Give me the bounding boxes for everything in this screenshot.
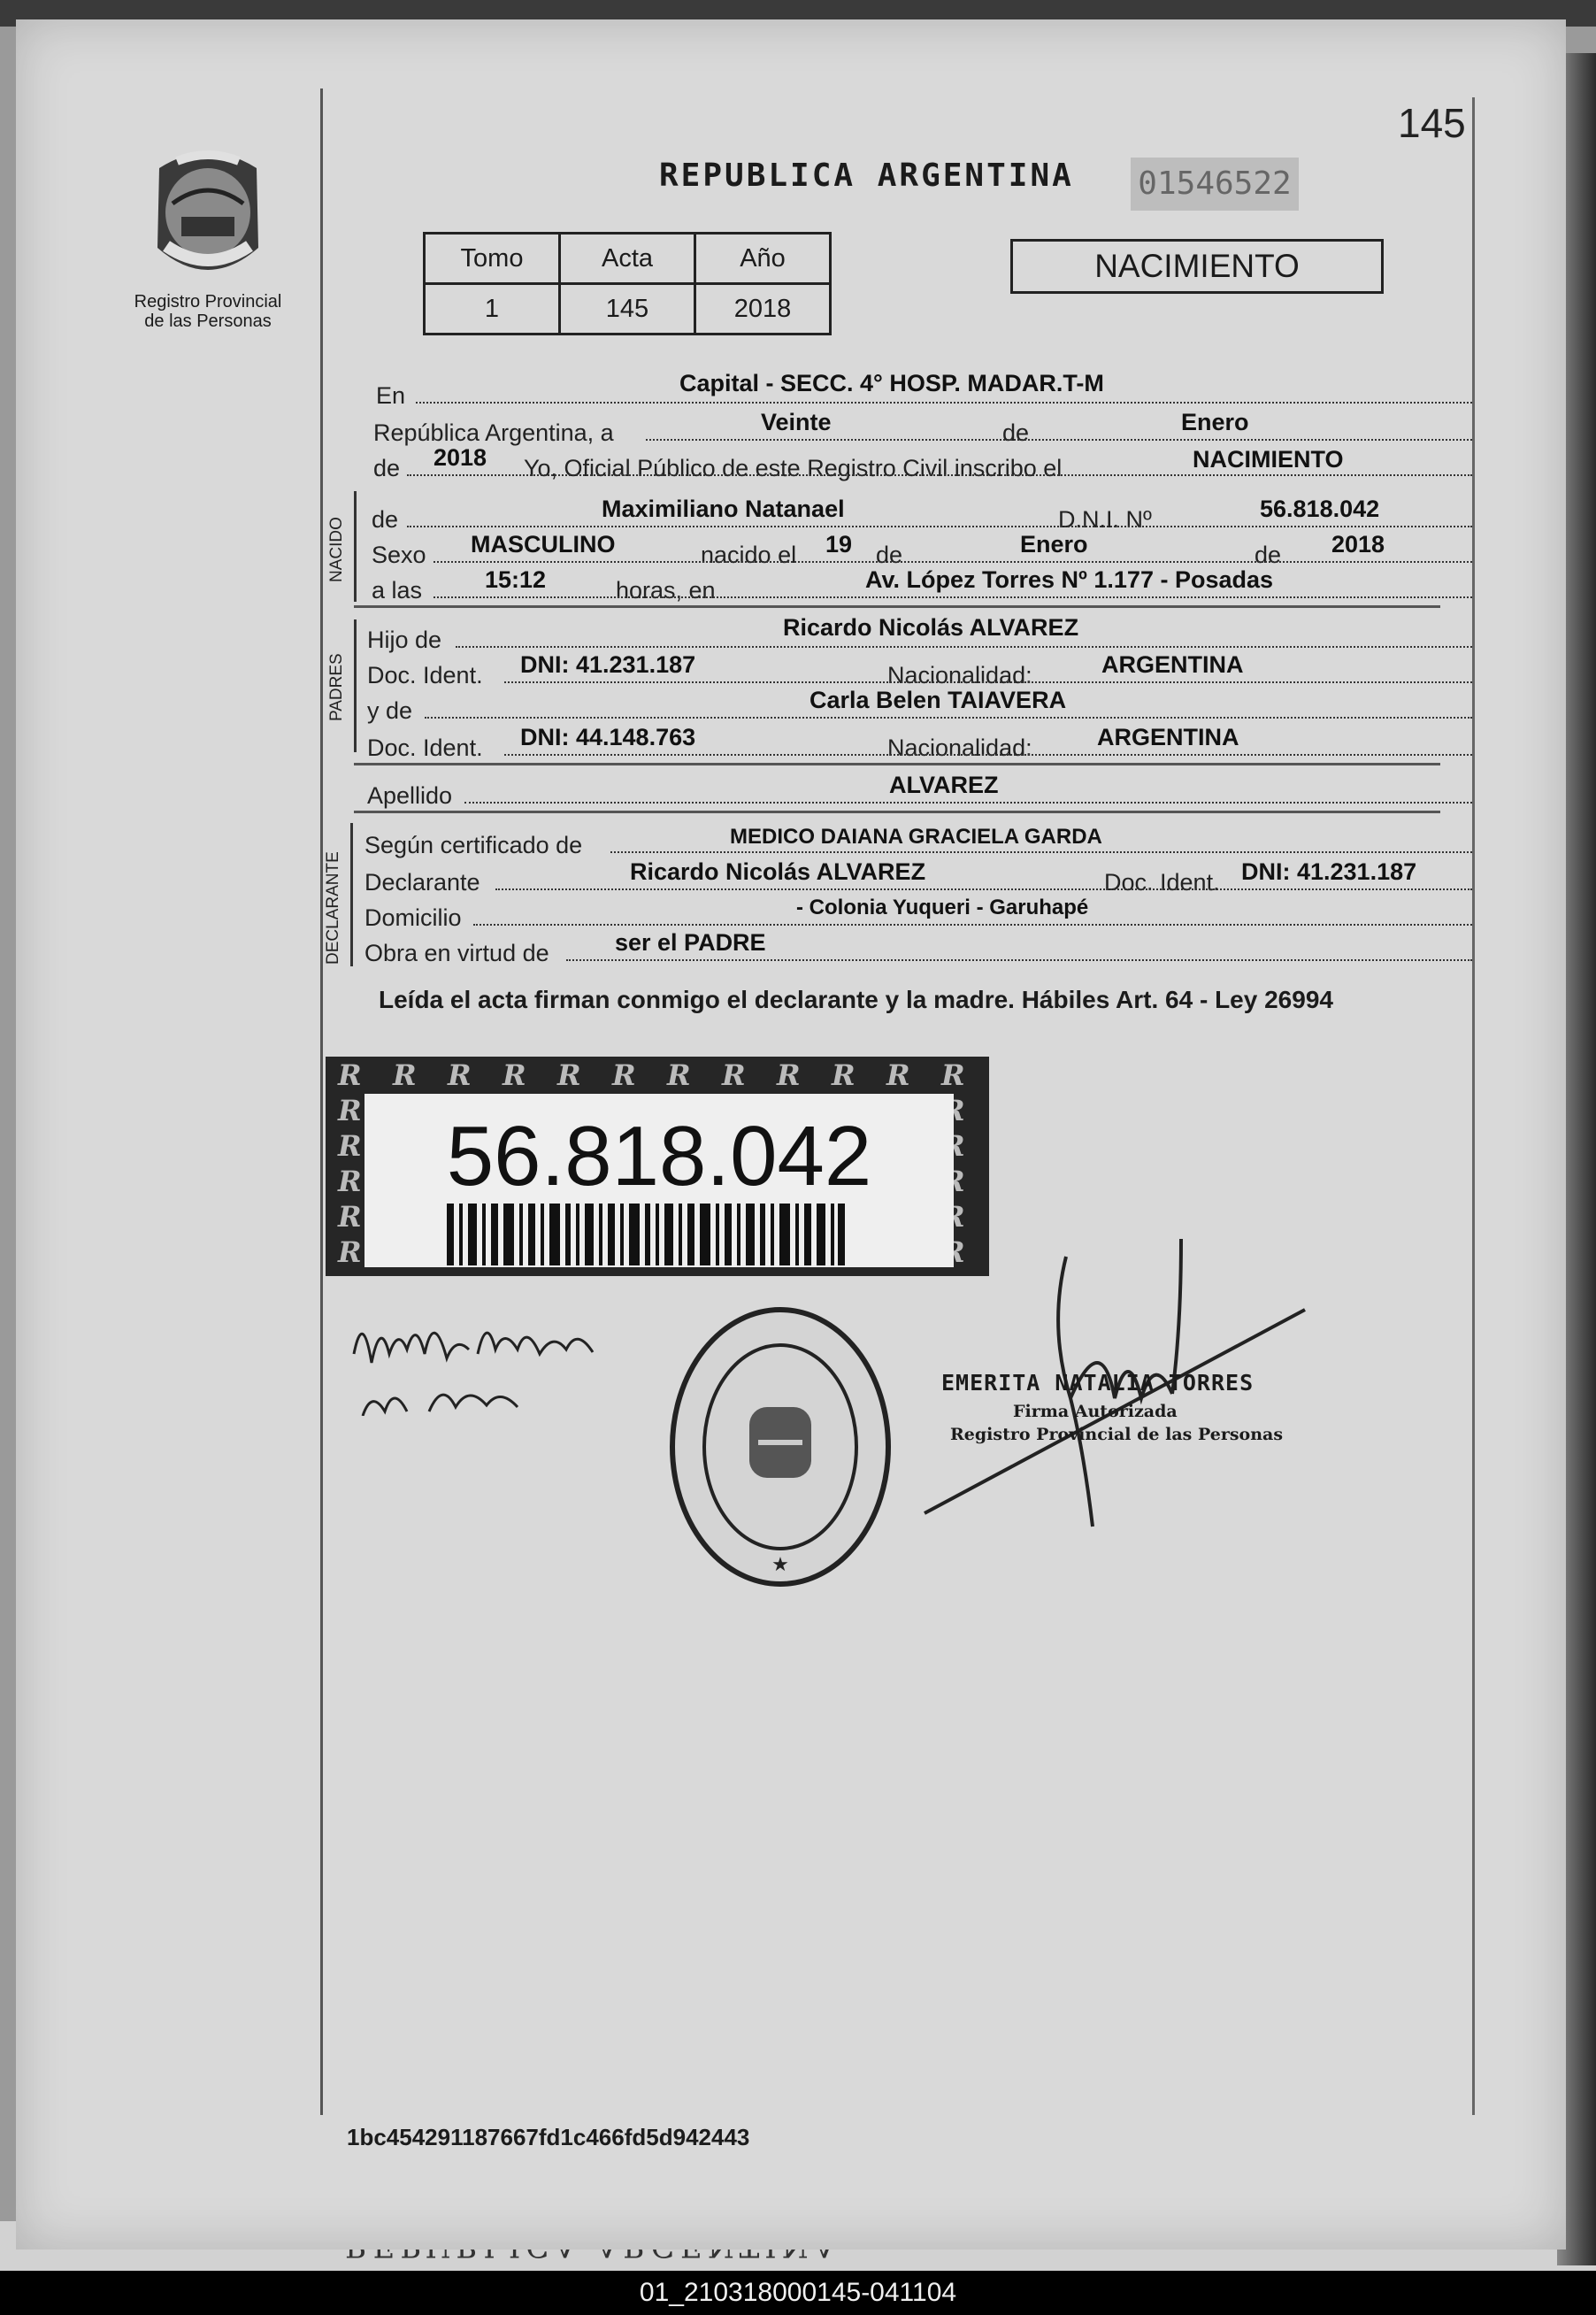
sex-label: Sexo (372, 542, 426, 568)
born-year: 2018 (1331, 531, 1385, 558)
year-value: 2018 (434, 444, 487, 471)
parents-section-bar (354, 619, 357, 752)
born-de-label: de (876, 542, 903, 568)
place-value: Capital - SECC. 4° HOSP. MADAR.T-M (679, 370, 1104, 396)
registry-name (106, 292, 310, 331)
address-line (473, 922, 1472, 926)
declarant-line (495, 887, 1472, 890)
born-on-label: nacido el (701, 542, 797, 568)
father-nationality-label: Nacionalidad: (887, 662, 1032, 688)
serial-number: 01546522 (1131, 158, 1299, 211)
country-title: REPUBLICA ARGENTINA (659, 158, 1074, 194)
day-words: Veinte (761, 409, 832, 435)
inscribe-value: NACIMIENTO (1193, 446, 1344, 473)
svg-text:★: ★ (771, 1553, 789, 1575)
born-day: 19 (825, 531, 853, 558)
surname-line (464, 800, 1472, 804)
record-table (423, 232, 832, 335)
scan-id-bar: 01_210318000145-041104 (0, 2271, 1596, 2315)
barcode-icon (447, 1204, 845, 1265)
mother-doc: DNI: 44.148.763 (520, 724, 696, 750)
father-doc-line (504, 680, 1472, 683)
page-number: 145 (1398, 100, 1466, 146)
sex-line (434, 559, 1472, 563)
born-section-divider (354, 605, 1440, 608)
official-role: Firma Autorizada (1013, 1402, 1178, 1421)
value-ano: 2018 (695, 284, 831, 335)
header-ano: Año (695, 234, 831, 284)
sex-value: MASCULINO (471, 531, 616, 558)
father-doc: DNI: 41.231.187 (520, 651, 696, 678)
right-margin-rule (1472, 97, 1475, 2115)
surname-divider (354, 811, 1440, 813)
value-acta: 145 (560, 284, 695, 335)
month-de-label: de (1002, 419, 1030, 446)
born-name: Maximiliano Natanael (602, 496, 845, 522)
certificate-label: Según certificado de (364, 832, 583, 858)
child-of-label: Hijo de (367, 627, 442, 653)
certificate-line (610, 850, 1472, 853)
header-tomo: Tomo (425, 234, 560, 284)
certificate-value: MEDICO DAIANA GRACIELA GARDA (730, 825, 1102, 849)
born-place: Av. López Torres Nº 1.177 - Posadas (865, 566, 1274, 593)
born-year-label: de (1255, 542, 1282, 568)
mother-doc-label: Doc. Ident. (367, 734, 483, 761)
born-place-label: horas, en (616, 577, 716, 604)
inscribe-line (407, 473, 1472, 476)
declarant-section-bar (350, 823, 353, 966)
declarant-signature-icon (345, 1301, 628, 1416)
mother-line (425, 715, 1472, 719)
record-type: NACIMIENTO (1010, 239, 1384, 294)
registry-name-line1: Registro Provincial (134, 292, 282, 311)
and-label: y de (367, 697, 413, 724)
mother-nationality-label: Nacionalidad: (887, 734, 1032, 761)
registry-seal-icon (665, 1301, 895, 1593)
surname-label: Apellido (367, 782, 453, 809)
born-section-label: NACIDO (327, 517, 346, 582)
declarant-doc-label: Doc. Ident. (1104, 869, 1220, 896)
declarant-name: Ricardo Nicolás ALVAREZ (630, 858, 926, 885)
mother-name: Carla Belen TAIAVERA (810, 687, 1067, 713)
place-label: En (376, 382, 406, 409)
by-virtue-value: ser el PADRE (615, 929, 766, 956)
born-dni-label: D.N.I. Nº (1058, 506, 1152, 533)
father-doc-label: Doc. Ident. (367, 662, 483, 688)
place-line (416, 400, 1472, 404)
document-hash: 1bc454291187667fd1c466fd5d942443 (347, 2124, 750, 2150)
declarant-label: Declarante (364, 869, 480, 896)
born-section-bar (354, 491, 357, 602)
born-dni: 56.818.042 (1260, 496, 1380, 522)
time-value: 15:12 (485, 566, 547, 593)
address-label: Domicilio (364, 904, 462, 931)
declarant-section-label: DECLARANTE (324, 851, 342, 965)
mother-doc-line (504, 752, 1472, 756)
father-line (456, 644, 1472, 648)
by-virtue-label: Obra en virtud de (364, 940, 549, 966)
closing-text: Leída el acta firman conmigo el declarante y la madre. Hábiles Art. 64 - Ley 26994 (379, 986, 1333, 1013)
declarant-doc: DNI: 41.231.187 (1241, 858, 1417, 885)
by-virtue-line (566, 958, 1472, 961)
registry-name-line2: de las Personas (144, 311, 272, 331)
parents-section-divider (354, 763, 1440, 765)
address-value: - Colonia Yuqueri - Garuhapé (796, 896, 1089, 919)
left-margin-rule (320, 88, 323, 2115)
value-tomo: 1 (425, 284, 560, 335)
official-office: Registro Provincial de las Personas (950, 1425, 1284, 1444)
month-value: Enero (1181, 409, 1249, 435)
born-name-line (407, 524, 1472, 527)
header-acta: Acta (560, 234, 695, 284)
inscribe-text: Yo, Oficial Público de este Registro Civil inscribo el (524, 455, 1063, 481)
born-name-label: de (372, 506, 399, 533)
time-label: a las (372, 577, 423, 604)
sticker-dni-number: 56.818.042 (446, 1109, 872, 1204)
official-name: EMERITA NATALIA TORRES (941, 1370, 1255, 1396)
province-emblem-icon (142, 142, 274, 283)
parents-section-label: PADRES (327, 653, 346, 721)
born-place-line (434, 595, 1472, 598)
date-line (646, 437, 1472, 441)
year-prefix: de (373, 455, 401, 481)
born-month: Enero (1020, 531, 1088, 558)
father-name: Ricardo Nicolás ALVAREZ (783, 614, 1079, 641)
republic-label: República Argentina, a (373, 419, 614, 446)
father-nationality: ARGENTINA (1101, 651, 1244, 678)
mother-nationality: ARGENTINA (1097, 724, 1239, 750)
surname-value: ALVAREZ (889, 772, 999, 798)
